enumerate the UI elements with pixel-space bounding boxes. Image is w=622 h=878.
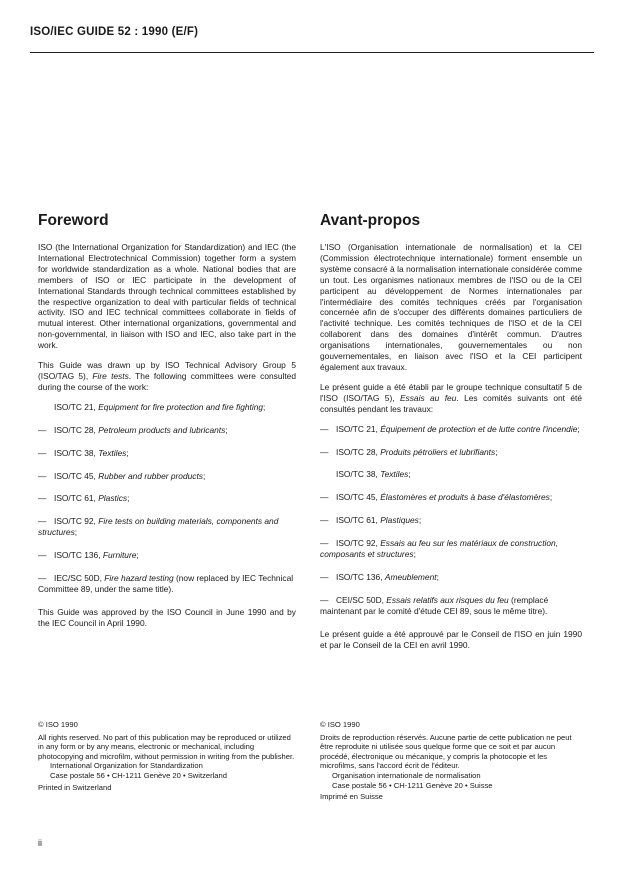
committee-title: Fire tests on building materials, components and structures	[38, 516, 279, 538]
committee-list-item	[320, 492, 582, 503]
org-address: Case postale 56 • CH-1211 Genève 20 • Suisse	[332, 780, 493, 790]
committee-title: Petroleum products and lubricants	[98, 424, 226, 435]
avant-propos-committee-list	[320, 424, 582, 617]
committee-suffix: (remplacé maintenant par le comité d'étude CEI 89, sous le même titre).	[320, 594, 549, 616]
committee-list-item	[38, 573, 296, 595]
committee-code: ISO/TC 38,	[336, 469, 381, 480]
rights-text: Droits de reproduction réservés. Aucune partie de cette publication ne peut être reproduite ni utilisée sous quelque forme que ce soit et par aucun procédé, électronique ou mécanique, y compris la photocopie et les microfilms, sans l'accord écrit de l'éditeur.	[320, 732, 572, 771]
committee-code: ISO/TC 45,	[54, 470, 99, 481]
printed-in: Printed in Switzerland	[38, 782, 112, 792]
committee-code: ISO/TC 61,	[336, 515, 381, 526]
committee-suffix: ;	[263, 401, 266, 412]
list-dash: —	[38, 447, 47, 458]
foreword-column	[38, 212, 296, 629]
foreword-para-1: ISO (the International Organization for Standardization) and IEC (the International Electrotechnical Commission) together form a system for worldwide standardization as a whole. National bodies that are members of ISO or IEC participate in the development of International Standards through technical committees established by the respective organization to deal with particular fields of technical activity. ISO and IEC technical committees collaborate in fields of mutual interest. Other international organizations, governmental and non-governmental, in liaison with ISO and IEC, also take part in the work.	[38, 242, 296, 351]
avant-propos-para-2-suffix: . Les comités suivants ont été consultés pendant les travaux:	[320, 392, 583, 414]
list-dash: —	[38, 516, 47, 527]
committee-code: ISO/TC 45,	[336, 492, 381, 503]
committee-suffix: ;	[495, 446, 498, 457]
rights-text: All rights reserved. No part of this publication may be reproduced or utilized in any form or by any means, electronic or mechanical, including photocopying and microfilm, without permission in writing from the publisher.	[38, 732, 295, 761]
committee-code: ISO/TC 28,	[54, 424, 99, 435]
list-dash: —	[320, 446, 329, 457]
org-name: Organisation internationale de normalisation	[332, 770, 481, 780]
committee-suffix: ;	[127, 493, 130, 504]
committee-suffix: ;	[549, 492, 553, 503]
document-header: ISO/IEC GUIDE 52 : 1990 (E/F)	[30, 26, 199, 38]
avant-propos-para-1: L'ISO (Organisation internationale de normalisation) et la CEI (Commission électrotechnique internationale) forment ensemble un système consacré à la normalisation internationale considérée comme un tout. Les organismes nationaux membres de l'ISO ou de la CEI participent au développement de Normes internationales par l'intermédiaire des comités techniques créés par l'organisation concernée afin de s'occuper des différents domaines particuliers de l'activité technique. Les comités techniques de l'ISO et de la CEI collaborent dans des domaines d'intérêt commun. D'autres organisations internationales, gouvernementales ou non gouvernementales, en liaison avec l'ISO et la CEI participent également aux travaux.	[320, 242, 582, 372]
committee-title: Ameublement	[384, 571, 437, 582]
committee-suffix: ;	[202, 470, 206, 481]
foreword-para-3: This Guide was approved by the ISO Council in June 1990 and by the IEC Council in April 1990.	[38, 606, 296, 628]
committee-title: Produits pétroliers et lubrifiants	[380, 446, 496, 457]
committee-suffix: ;	[408, 469, 411, 480]
committee-list-item	[38, 448, 296, 459]
committee-code: IEC/SC 50D,	[54, 573, 105, 584]
list-dash: —	[320, 423, 329, 434]
committee-list-item	[38, 402, 296, 413]
committee-list-item	[320, 595, 582, 617]
committee-suffix: ;	[74, 527, 78, 538]
avant-propos-para-2	[320, 382, 582, 415]
committee-list-item	[38, 493, 296, 504]
committee-title: Essais relatifs aux risques du feu	[386, 594, 509, 605]
foreword-para-2-prefix: This Guide was drawn up by ISO Technical Advisory Group 5 (ISO/TAG 5),	[38, 360, 296, 381]
committee-code: ISO/TC 92,	[336, 538, 381, 549]
committee-list-item	[320, 447, 582, 458]
list-dash: —	[320, 538, 329, 549]
committee-code: ISO/TC 136,	[336, 571, 385, 582]
committee-code: CEI/SC 50D,	[336, 594, 387, 605]
avant-propos-para-2-prefix: Le présent guide a été établi par le groupe technique consultatif 5 de l'ISO (ISO/TAG 5),	[320, 381, 582, 403]
committee-list-item	[38, 425, 296, 436]
org-name: International Organization for Standardization	[50, 761, 203, 771]
list-dash: —	[38, 573, 47, 584]
committee-list-item	[38, 516, 296, 538]
foreword-heading: Foreword	[38, 212, 109, 229]
committee-list-item	[320, 572, 582, 583]
foreword-para-2	[38, 360, 296, 393]
committee-title: Plastics	[98, 493, 128, 504]
list-dash: —	[320, 492, 329, 503]
committee-title: Essais au feu sur les matériaux de construction, composants et structures	[320, 538, 559, 560]
committee-title: Furniture	[102, 550, 137, 561]
copyright-footer-en	[38, 720, 296, 792]
page-number: ii	[38, 838, 42, 848]
committee-list-item	[320, 515, 582, 526]
avant-propos-para-3: Le présent guide a été approuvé par le Conseil de l'ISO en juin 1990 et par le Conseil de la CEI en avril 1990.	[320, 628, 582, 650]
avant-propos-column	[320, 212, 582, 650]
committee-suffix: ;	[225, 424, 228, 435]
list-dash: —	[320, 594, 329, 605]
committee-code: ISO/TC 21,	[336, 423, 381, 434]
list-dash: —	[320, 571, 329, 582]
committee-code: ISO/TC 28,	[336, 446, 381, 457]
committee-code: ISO/TC 61,	[54, 493, 99, 504]
avant-propos-para-2-italic: Essais au feu	[399, 392, 457, 403]
committee-suffix: ;	[418, 515, 422, 526]
committee-list-item	[38, 550, 296, 561]
foreword-para-2-suffix: . The following committees were consulted during the course of the work:	[38, 370, 296, 392]
committee-suffix: ;	[413, 549, 416, 560]
committee-suffix: ;	[136, 550, 139, 561]
committee-title: Equipment for fire protection and fire fighting	[98, 401, 264, 412]
list-dash: —	[320, 515, 329, 526]
committee-suffix: (now replaced by IEC Technical Committee 89, under the same title).	[38, 573, 294, 594]
copyright-notice: © ISO 1990	[320, 720, 360, 729]
committee-list-item	[38, 471, 296, 482]
committee-code: ISO/TC 38,	[54, 447, 99, 458]
header-rule	[30, 52, 594, 53]
committee-title: Fire hazard testing	[104, 573, 174, 584]
committee-code: ISO/TC 136,	[54, 550, 103, 561]
committee-code: ISO/TC 21,	[54, 401, 99, 412]
org-address: Case postale 56 • CH-1211 Genève 20 • Switzerland	[50, 770, 227, 780]
committee-suffix: ;	[436, 571, 439, 582]
committee-title: Équipement de protection et de lutte contre l'incendie	[380, 423, 578, 434]
avant-propos-heading: Avant-propos	[320, 212, 421, 229]
copyright-notice: © ISO 1990	[38, 720, 78, 729]
committee-code: ISO/TC 92,	[54, 516, 99, 527]
committee-title: Textiles	[98, 447, 127, 458]
committee-title: Plastiques	[380, 515, 419, 526]
committee-list-item	[320, 538, 582, 560]
printed-in: Imprimé en Suisse	[320, 792, 383, 802]
list-dash: —	[38, 493, 47, 504]
list-dash: —	[38, 424, 47, 435]
foreword-para-2-italic: Fire tests	[92, 370, 129, 381]
list-dash: —	[38, 470, 47, 481]
foreword-committee-list	[38, 402, 296, 595]
committee-list-item	[320, 469, 582, 480]
committee-title: Textiles	[380, 469, 409, 480]
copyright-footer-fr	[320, 720, 582, 802]
list-dash: —	[38, 550, 47, 561]
committee-title: Élastomères et produits à base d'élastomères	[380, 492, 550, 503]
committee-suffix: ;	[126, 447, 129, 458]
committee-title: Rubber and rubber products	[98, 470, 203, 481]
committee-list-item	[320, 424, 582, 435]
committee-suffix: ;	[577, 423, 580, 434]
